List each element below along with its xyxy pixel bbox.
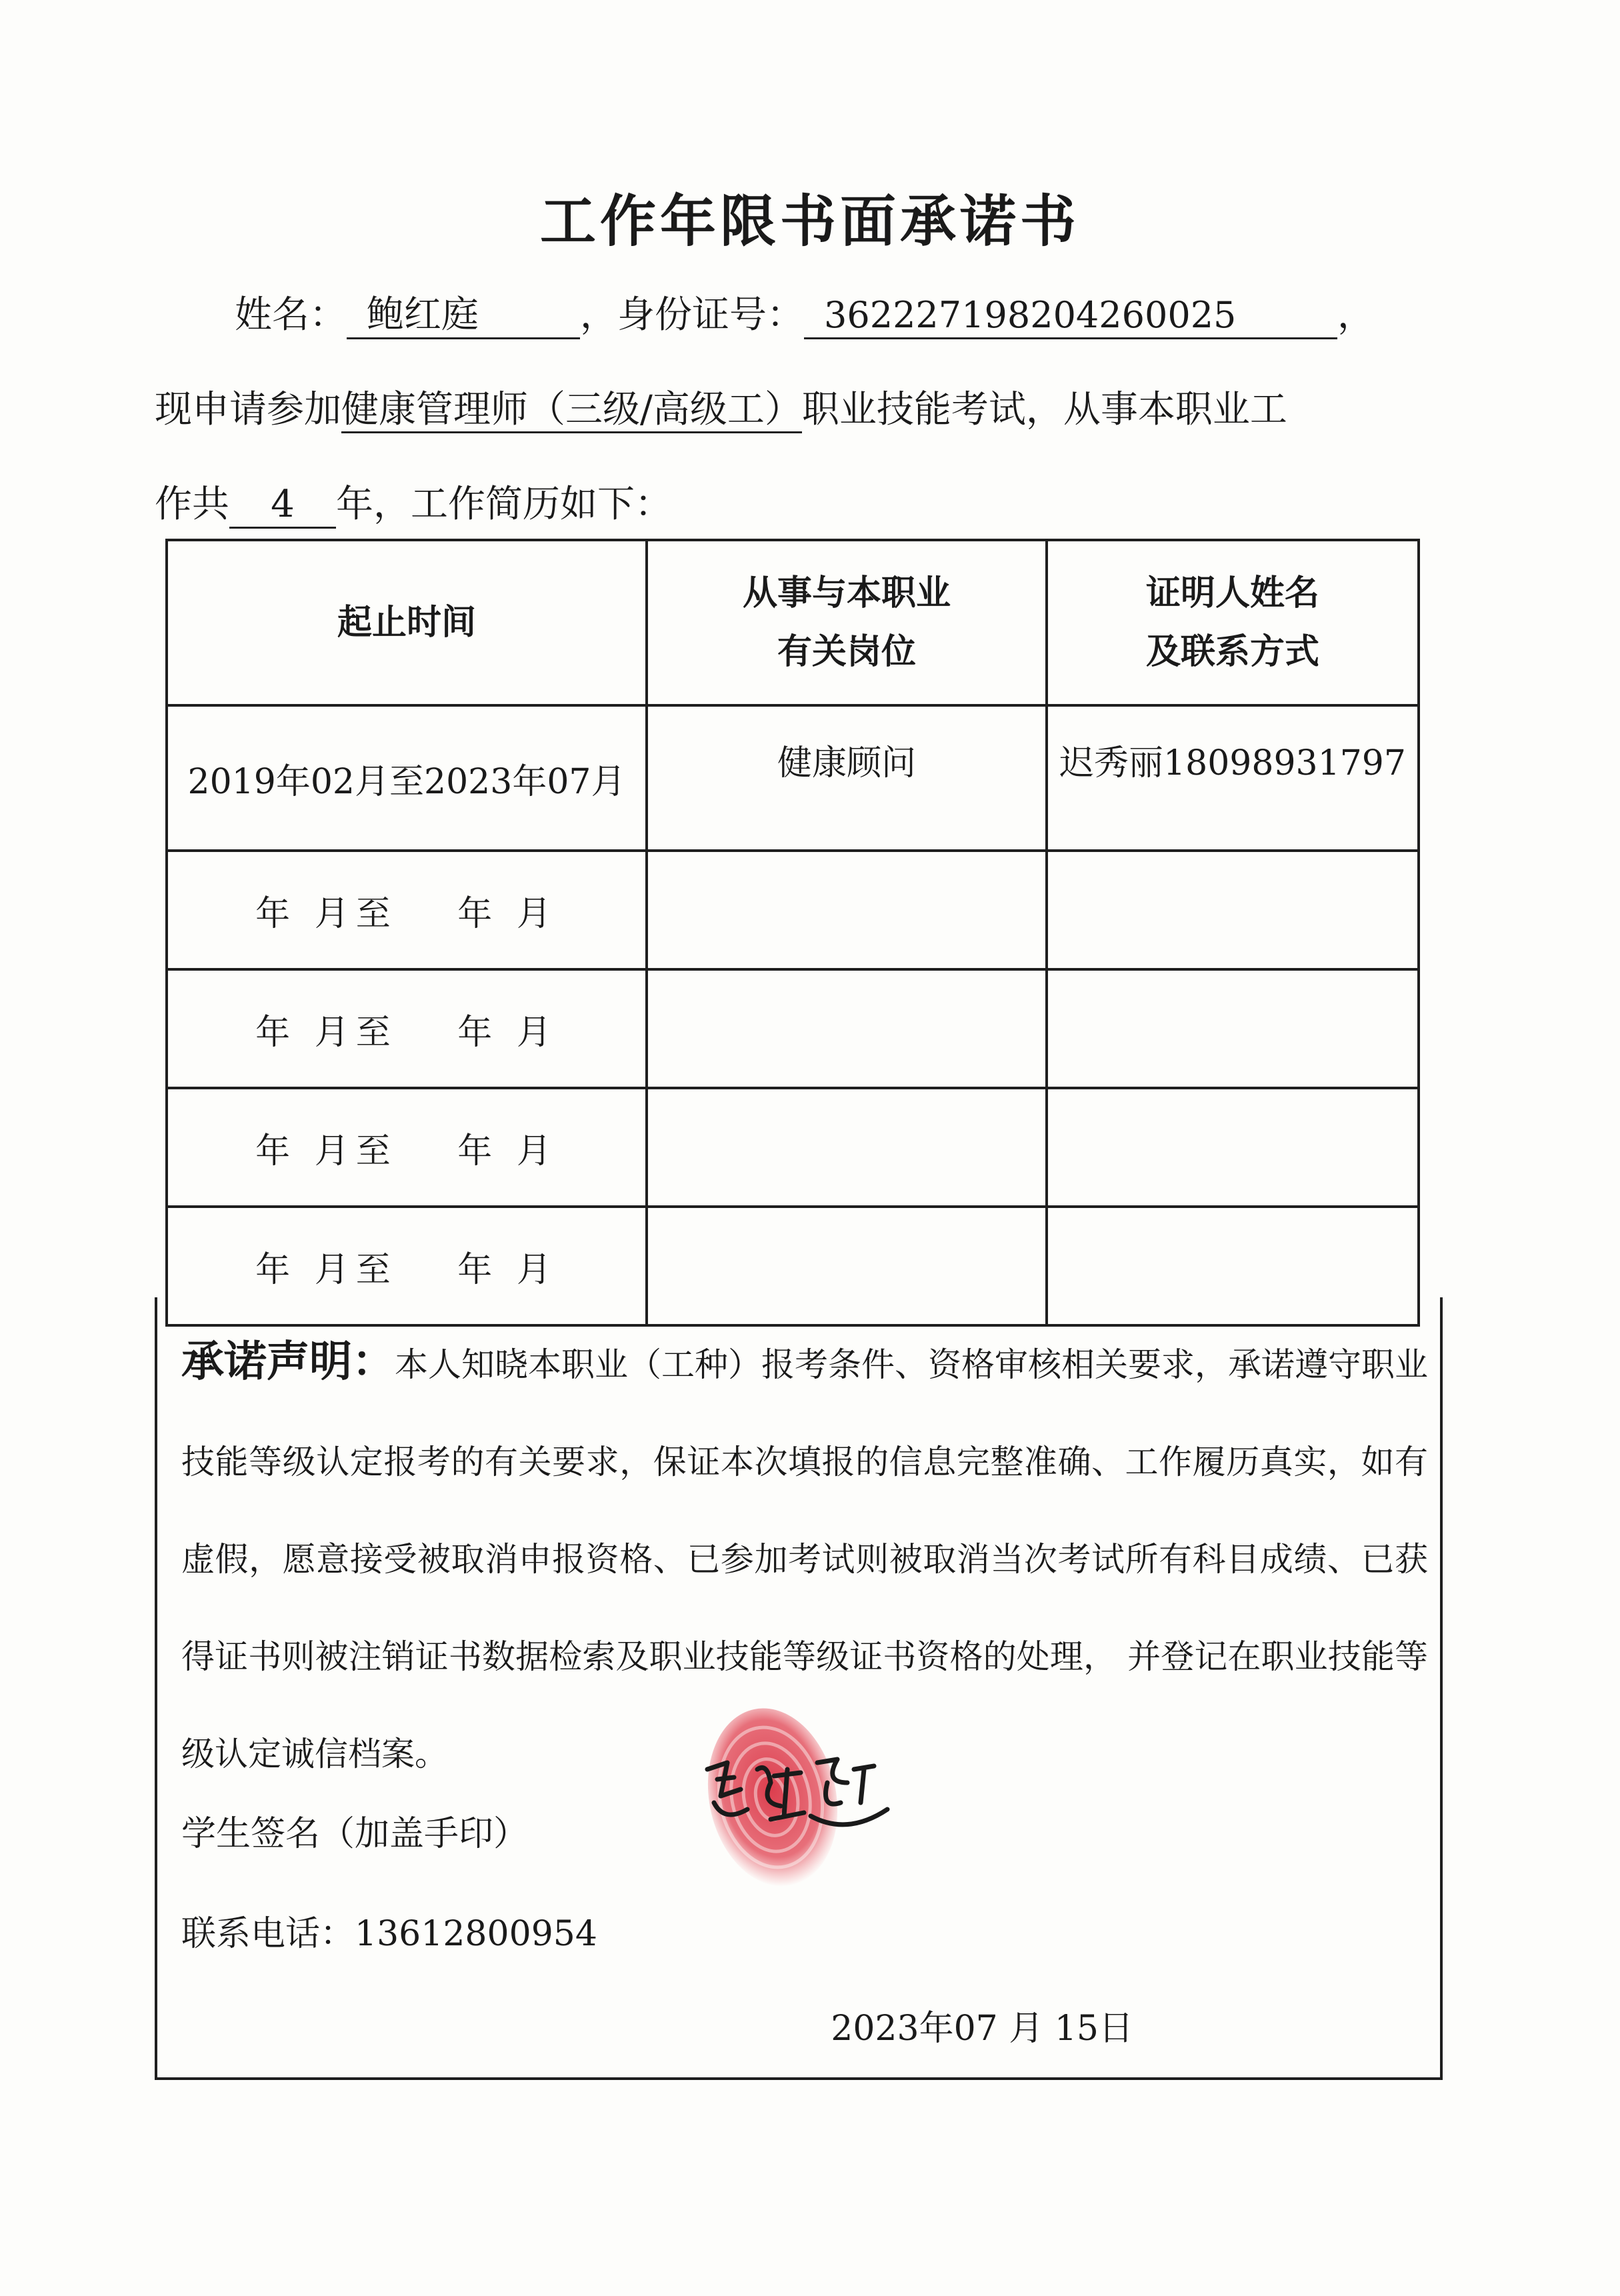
date-text: 2023年07 月 15日: [831, 2009, 1133, 2049]
name-field: 鲍红庭: [347, 293, 580, 339]
period-year-start: 年: [255, 1249, 297, 1290]
period-cell: [167, 969, 647, 1088]
period-cell: 2019年02月至2023年07月: [167, 705, 647, 851]
period-year-end: 年: [457, 1249, 499, 1290]
period-year-start: 年: [255, 1012, 297, 1053]
period-month-to: 月至: [314, 1249, 397, 1290]
certifier-cell: [1047, 969, 1419, 1088]
declaration-heading: 承诺声明：: [181, 1337, 395, 1387]
header-certifier: [1047, 540, 1419, 705]
years-field: 4: [229, 482, 336, 529]
id-label: ，身份证号：: [580, 293, 804, 337]
period-year-end: 年: [457, 893, 499, 934]
period-year-start: 年: [255, 1131, 297, 1171]
period-month-to: 月至: [314, 893, 397, 934]
phone-row: [181, 1905, 597, 1955]
period-month-end: 月: [516, 1131, 558, 1171]
period-cell: [167, 851, 647, 969]
certifier-cell: [1047, 1088, 1419, 1207]
handwritten-signature: [694, 1743, 894, 1849]
name-id-line: [155, 285, 1375, 339]
header-period: 起止时间: [167, 540, 647, 705]
years-line: [155, 475, 672, 529]
position-cell: [647, 1088, 1047, 1207]
table-row: [167, 969, 1419, 1088]
apply-suffix: 职业技能考试，从事本职业工: [801, 388, 1287, 431]
table-row: [167, 1088, 1419, 1207]
years-suffix: 年，工作简历如下：: [336, 483, 672, 526]
id-number-field: 362227198204260025: [804, 294, 1337, 339]
occupation-field: 健康管理师（三级/高级工）: [341, 388, 802, 433]
period-month-to: 月至: [314, 1012, 397, 1053]
name-label: 姓名：: [235, 293, 347, 337]
header-certifier-line2: 及联系方式: [1145, 632, 1319, 672]
period-year-start: 年: [255, 893, 297, 934]
header-position: [647, 540, 1047, 705]
document-title: 工作年限书面承诺书: [539, 189, 1080, 254]
table-row: [167, 851, 1419, 969]
phone-value: 13612800954: [355, 1914, 597, 1954]
years-prefix: 作共: [155, 483, 229, 526]
id-suffix: ，: [1337, 293, 1375, 337]
signature-row: [181, 1805, 528, 1855]
work-history-table: [165, 539, 1420, 1327]
table-header-row: [167, 540, 1419, 705]
period-month-to: 月至: [314, 1131, 397, 1171]
position-cell: [647, 851, 1047, 969]
certifier-cell: 迟秀丽18098931797: [1047, 705, 1419, 851]
position-cell: [647, 969, 1047, 1088]
phone-label: 联系电话：: [181, 1914, 355, 1954]
certifier-cell: [1047, 851, 1419, 969]
signature-label: 学生签名（加盖手印）: [181, 1814, 529, 1854]
period-month-end: 月: [516, 1249, 558, 1290]
period-month-end: 月: [516, 1012, 558, 1053]
declaration-body: 本人知晓本职业（工种）报考条件、资格审核相关要求，承诺遵守职业技能等级认定报考的有关要求，保证本次填报的信息完整准确、工作履历真实，如有虚假，愿意接受被取消申报资格、已参加考试则被取消当次考试所有科目成绩、已获得证书则被注销证书数据检索及职业技能等级证书资格的处理， 并登记在职业技能等级认定诚信档案。: [181, 1345, 1428, 1773]
period-cell: [167, 1088, 647, 1207]
table-row: [167, 705, 1419, 851]
header-position-line2: 有关岗位: [777, 632, 916, 672]
apply-line: [155, 380, 1287, 433]
position-cell: 健康顾问: [647, 705, 1047, 851]
declaration-box: [155, 1297, 1443, 2080]
period-year-end: 年: [457, 1131, 499, 1171]
header-certifier-line1: 证明人姓名: [1145, 573, 1319, 613]
apply-prefix: 现申请参加: [155, 388, 341, 431]
period-month-end: 月: [516, 893, 558, 934]
period-year-end: 年: [457, 1012, 499, 1053]
header-position-line1: 从事与本职业: [742, 573, 951, 613]
